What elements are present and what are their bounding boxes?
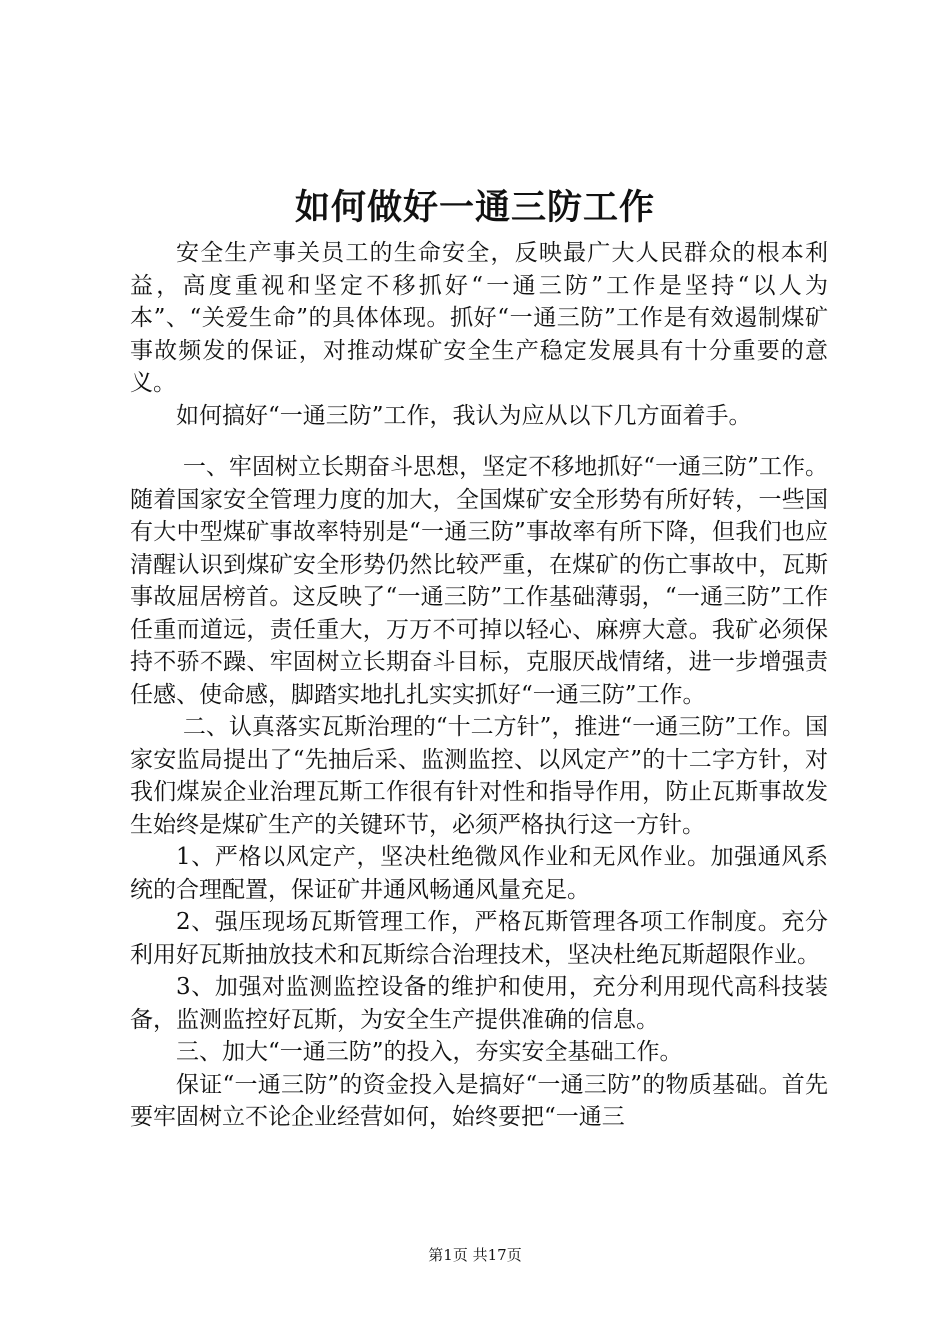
- main-block: [130, 451, 828, 1134]
- intro-paragraph: 如何搞好“一通三防”工作，我认为应从以下几方面着手。: [176, 402, 752, 429]
- section-paragraph: 一、牢固树立长期奋斗思想，坚定不移地抓好“一通三防”工作。随着国家安全管理力度的加大，全国煤矿安全形势有所好转，一些国有大中型煤矿事故率特别是“一通三防”事故率有所下降，但我们也应清醒认识到煤矿安全形势仍然比较严重，在煤矿的伤亡事故中，瓦斯事故屈居榜首。这反映了“一通三防”工作基础薄弱，“一通三防”工作任重而道远，责任重大，万万不可掉以轻心、麻痹大意。我矿必须保持不骄不躁、牢固树立长期奋斗目标，克服厌战情绪，进一步增强责任感、使命感，脚踏实地扎扎实实抓好“一通三防”工作。: [130, 454, 828, 708]
- point-paragraph: 3、加强对监测监控设备的维护和使用，充分利用现代高科技装备，监测监控好瓦斯，为安全生产提供准确的信息。: [130, 974, 828, 1033]
- section-heading: 三、加大“一通三防”的投入，夯实安全基础工作。: [176, 1039, 683, 1065]
- point-paragraph: 2、强压现场瓦斯管理工作，严格瓦斯管理各项工作制度。充分利用好瓦斯抽放技术和瓦斯综合治理技术，坚决杜绝瓦斯超限作业。: [130, 909, 828, 968]
- section-paragraph: 二、认真落实瓦斯治理的“十二方针”，推进“一通三防”工作。国家安监局提出了“先抽后采、监测监控、以风定产”的十二字方针，对我们煤炭企业治理瓦斯工作很有针对性和指导作用，防止瓦斯事故发生始终是煤矿生产的关键环节，必须严格执行这一方针。: [130, 714, 828, 838]
- section-paragraph: 保证“一通三防”的资金投入是搞好“一通三防”的物质基础。首先要牢固树立不论企业经营如何，始终要把“一通三: [130, 1071, 828, 1130]
- document-title: 如何做好一通三防工作: [294, 187, 655, 228]
- intro-paragraph: 安全生产事关员工的生命安全，反映最广大人民群众的根本利益，高度重视和坚定不移抓好“一通三防”工作是坚持“以人为本”、“关爱生命”的具体体现。抓好“一通三防”工作是有效遏制煤矿事故频发的保证，对推动煤矿安全生产稳定发展具有十分重要的意义。: [130, 240, 828, 396]
- point-paragraph: 1、严格以风定产，坚决杜绝微风作业和无风作业。加强通风系统的合理配置，保证矿井通风畅通风量充足。: [130, 844, 828, 903]
- page-number: 第1页 共17页: [428, 1246, 522, 1264]
- intro-block: [130, 237, 828, 432]
